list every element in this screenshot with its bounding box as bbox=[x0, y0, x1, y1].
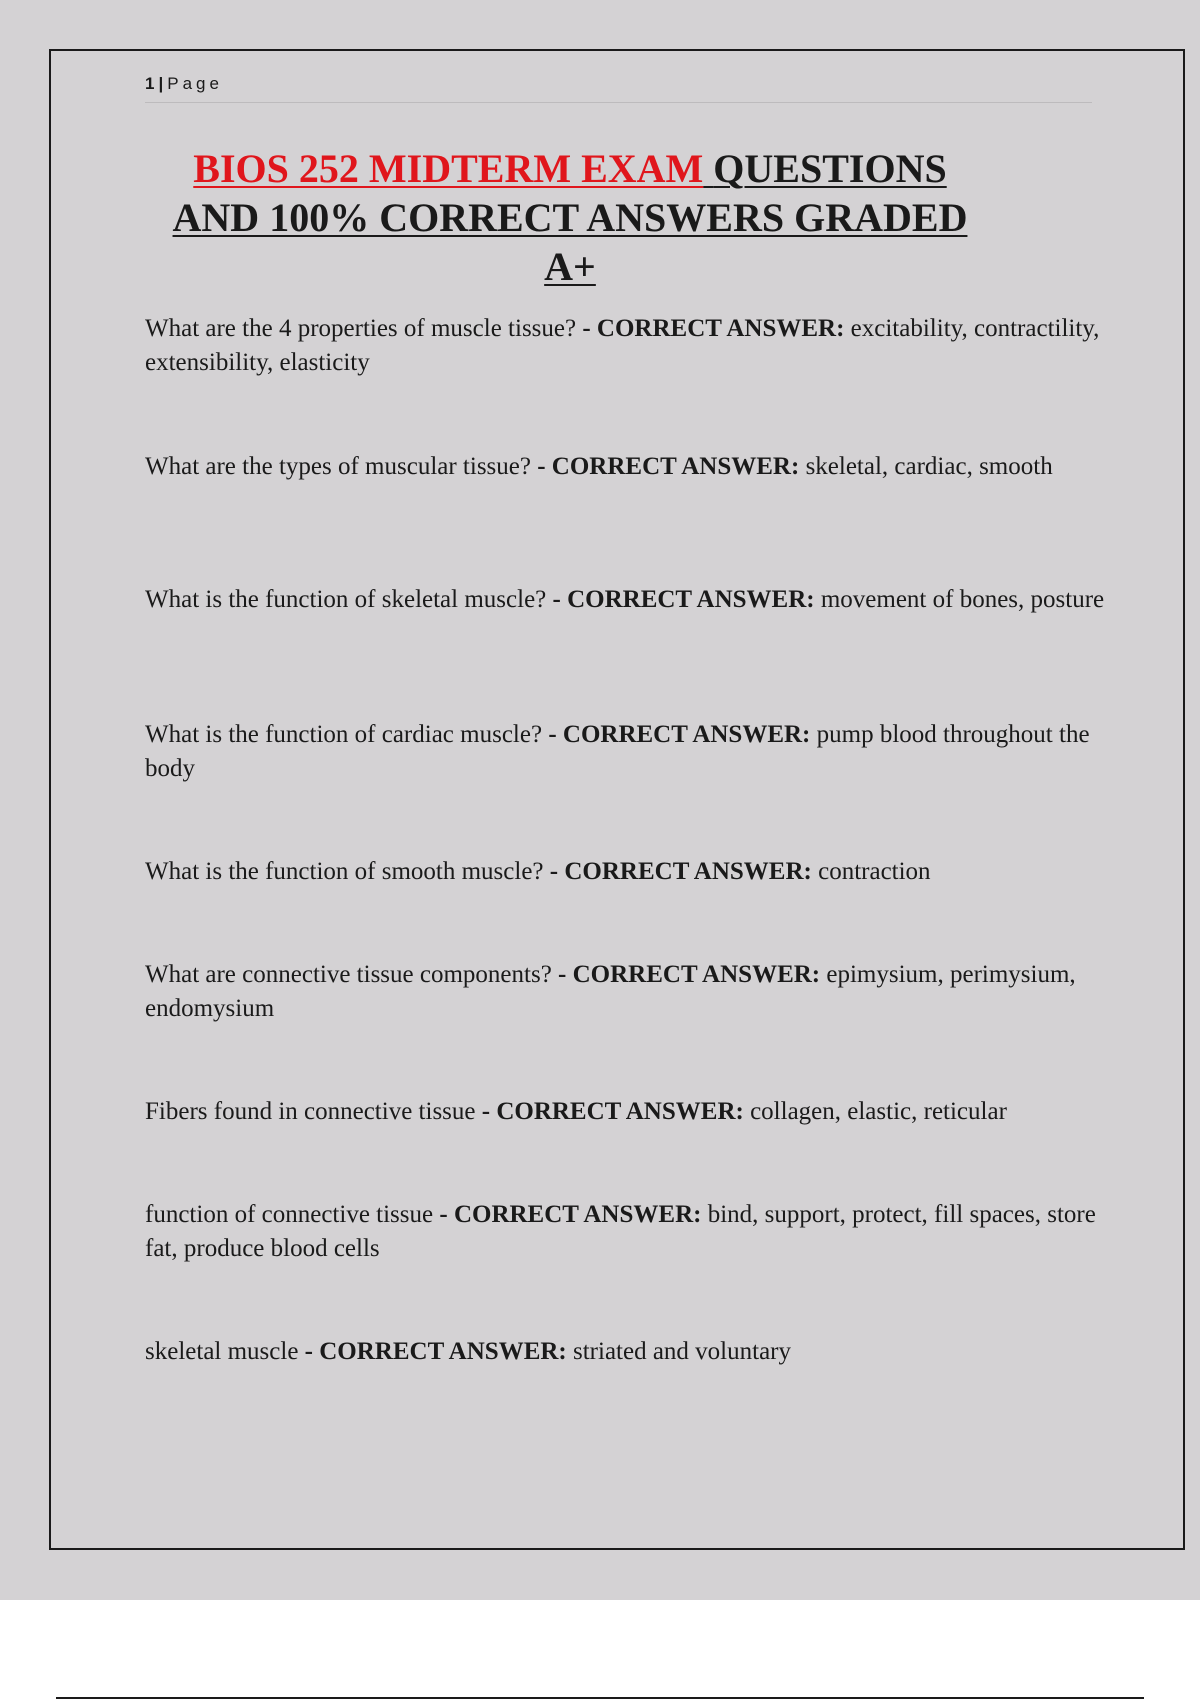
answer-marker: - CORRECT ANSWER: bbox=[481, 1098, 744, 1125]
answer-marker: - CORRECT ANSWER: bbox=[558, 961, 821, 988]
answer-text: collagen, elastic, reticular bbox=[750, 1098, 1007, 1125]
qa-item bbox=[145, 583, 1125, 617]
answer-text: excitability, contractility, extensibility, elasticity bbox=[145, 315, 1100, 376]
title-line-3: A+ bbox=[544, 244, 596, 289]
qa-item bbox=[145, 718, 1125, 786]
document-title bbox=[120, 144, 1020, 291]
answer-text: contraction bbox=[818, 858, 931, 885]
title-line-1 bbox=[120, 144, 1020, 193]
answer-text: epimysium, perimysium, endomysium bbox=[145, 961, 1076, 1022]
question-text: What are the types of muscular tissue? bbox=[145, 453, 531, 480]
answer-marker: - CORRECT ANSWER: bbox=[439, 1201, 702, 1228]
answer-marker: - CORRECT ANSWER: bbox=[537, 453, 800, 480]
answer-marker: - CORRECT ANSWER: bbox=[549, 858, 812, 885]
page-number: 1 bbox=[145, 74, 155, 93]
question-text: What is the function of skeletal muscle? bbox=[145, 586, 547, 613]
title-questions: QUESTIONS bbox=[713, 146, 947, 191]
page-header bbox=[145, 74, 1092, 103]
question-text: function of connective tissue bbox=[145, 1201, 434, 1228]
question-text: Fibers found in connective tissue bbox=[145, 1098, 476, 1125]
qa-item bbox=[145, 1335, 1125, 1369]
question-text: skeletal muscle bbox=[145, 1338, 299, 1365]
question-text: What is the function of cardiac muscle? bbox=[145, 721, 543, 748]
question-text: What are the 4 properties of muscle tissue? bbox=[145, 315, 577, 342]
qa-item bbox=[145, 958, 1125, 1026]
title-line-2: AND 100% CORRECT ANSWERS GRADED bbox=[172, 195, 968, 240]
title-course-exam: BIOS 252 MIDTERM EXAM bbox=[193, 146, 704, 191]
qa-item bbox=[145, 1198, 1125, 1266]
answer-marker: - CORRECT ANSWER: bbox=[582, 315, 845, 342]
answer-marker: - CORRECT ANSWER: bbox=[304, 1338, 567, 1365]
question-text: What are connective tissue components? bbox=[145, 961, 552, 988]
question-text: What is the function of smooth muscle? bbox=[145, 858, 544, 885]
answer-marker: - CORRECT ANSWER: bbox=[548, 721, 811, 748]
answer-text: pump blood throughout the body bbox=[145, 721, 1090, 782]
answer-text: skeletal, cardiac, smooth bbox=[805, 453, 1053, 480]
qa-item bbox=[145, 312, 1125, 380]
footer-rule bbox=[56, 1697, 1144, 1699]
qa-item bbox=[145, 450, 1125, 484]
answer-marker: - CORRECT ANSWER: bbox=[552, 586, 815, 613]
answer-text: striated and voluntary bbox=[573, 1338, 791, 1365]
qa-item bbox=[145, 1095, 1125, 1129]
answer-text: bind, support, protect, fill spaces, store fat, produce blood cells bbox=[145, 1201, 1096, 1262]
page-separator: | bbox=[158, 74, 164, 93]
answer-text: movement of bones, posture bbox=[820, 586, 1105, 613]
page-word: Page bbox=[167, 74, 223, 93]
qa-item bbox=[145, 855, 1125, 889]
